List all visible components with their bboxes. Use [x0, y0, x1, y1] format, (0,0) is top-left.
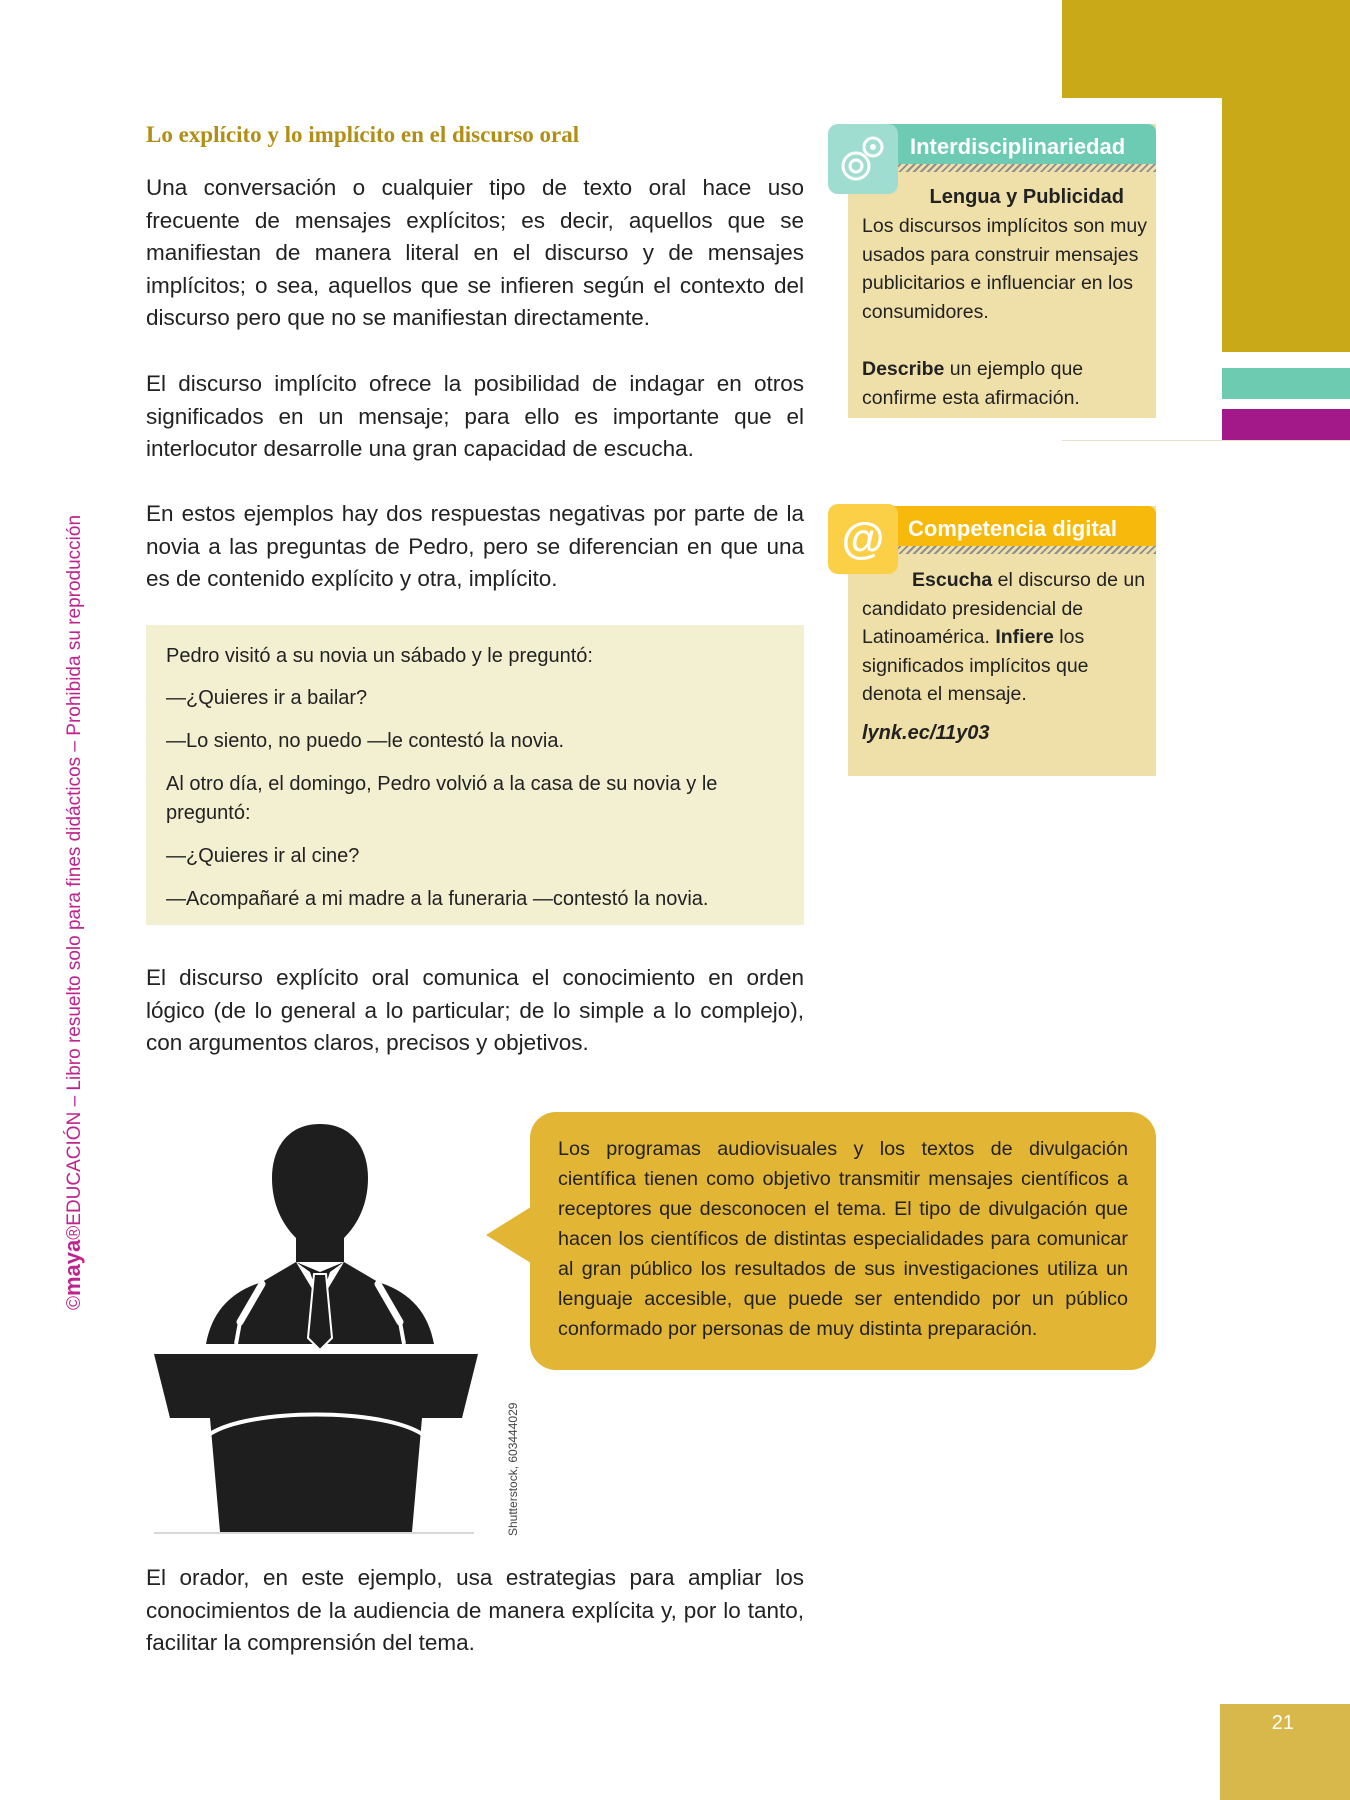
paragraph-speaker: El orador, en este ejemplo, usa estrategias para ampliar los conocimientos de la audiencia de manera explícita y, por lo tanto, facilitar la comprensión del tema. — [146, 1565, 804, 1655]
copyright-symbol: © — [64, 1296, 85, 1310]
side-copyright-text — [60, 515, 86, 1310]
digital-link[interactable]: lynk.ec/11y03 — [862, 722, 990, 744]
example-line: —¿Quieres ir a bailar? — [166, 687, 368, 709]
speech-bubble-text: Los programas audiovisuales y los textos de divulgación científica tienen como objetivo transmitir mensajes científicos a receptores que desconocen el tema. El tipo de divulgación que hacen los científicos de distintas especialidades para comunicar al gran público los resultados de sus investigaciones utiliza un lenguaje accesible, que puede ser entendido por un público conformado por personas de muy distinta preparación. — [558, 1138, 1128, 1340]
speech-bubble-tail — [486, 1205, 534, 1265]
speaker-podium-illustration — [150, 1112, 490, 1534]
at-sign-icon: @ — [828, 504, 898, 574]
example-line: —¿Quieres ir al cine? — [166, 845, 360, 867]
interdisciplinary-task-text: un ejemplo que confirme esta afirmación. — [862, 358, 1084, 409]
paragraph-implicit: El discurso implícito ofrece la posibilidad de indagar en otros significados en un mensaje; para ello es importante que el interlocutor desarrolle una gran capacidad de escucha. — [146, 371, 804, 461]
interdisciplinary-subtitle: Lengua y Publicidad — [929, 186, 1124, 208]
page-number: 21 — [1271, 1712, 1294, 1734]
tab-hatch — [892, 546, 1156, 554]
digital-text-part: el discurso de un candidato presidencial de Latinoamérica. — [862, 569, 1146, 648]
tab-hatch — [892, 164, 1156, 172]
digital-verb-listen: Escucha — [912, 569, 993, 591]
paragraph-intro: Una conversación o cualquier tipo de texto oral hace uso frecuente de mensajes explícitos; es decir, aquellos que se manifiestan de manera literal en el discurso y de mensajes implícitos; o sea, aquellos que se infieren según el contexto del discurso pero que no se manifiestan directamente. — [146, 175, 804, 330]
interdisciplinary-text: Los discursos implícitos son muy usados para construir mensajes publicitarios e influenciar en los consumidores. — [862, 215, 1148, 323]
digital-competence-text — [862, 566, 1148, 709]
interdisciplinary-task — [862, 355, 1148, 412]
registered-symbol: ® — [64, 1225, 85, 1240]
digital-competence-tab-label: Competencia digital — [908, 516, 1118, 541]
example-line: —Acompañaré a mi madre a la funeraria —contestó la novia. — [166, 888, 709, 910]
digital-verb-infer: Infiere — [995, 626, 1054, 648]
image-credit: Shutterstock, 603444029 — [506, 1402, 520, 1536]
example-line: Pedro visitó a su novia un sábado y le preguntó: — [166, 645, 593, 667]
digital-text-part: los significados implícitos que denota el mensaje. — [862, 626, 1089, 705]
side-copyright-label: EDUCACIÓN – Libro resuelto solo para fines didácticos – Prohibida su reproducción — [64, 514, 85, 1226]
target-circles-icon — [828, 124, 898, 194]
decorative-divider — [1062, 440, 1350, 441]
interdisciplinary-tab-label: Interdisciplinariedad — [910, 134, 1126, 159]
paragraph-examples-intro: En estos ejemplos hay dos respuestas negativas por parte de la novia a las preguntas de Pedro, pero se diferencian en que una es de contenido explícito y otra, implícito. — [146, 501, 804, 591]
interdisciplinary-task-verb: Describe — [862, 358, 945, 380]
example-line: Al otro día, el domingo, Pedro volvió a la casa de su novia y le preguntó: — [166, 773, 718, 824]
paragraph-explicit: El discurso explícito oral comunica el conocimiento en orden lógico (de lo general a lo particular; de lo simple a lo complejo), con argumentos claros, precisos y objetivos. — [146, 965, 804, 1055]
section-heading: Lo explícito y lo implícito en el discurso oral — [146, 122, 580, 147]
brand-logo-text: maya — [60, 1239, 85, 1296]
decorative-magenta-bar — [1222, 409, 1350, 440]
example-line: —Lo siento, no puedo —le contestó la novia. — [166, 730, 565, 752]
decorative-teal-bar — [1222, 368, 1350, 399]
